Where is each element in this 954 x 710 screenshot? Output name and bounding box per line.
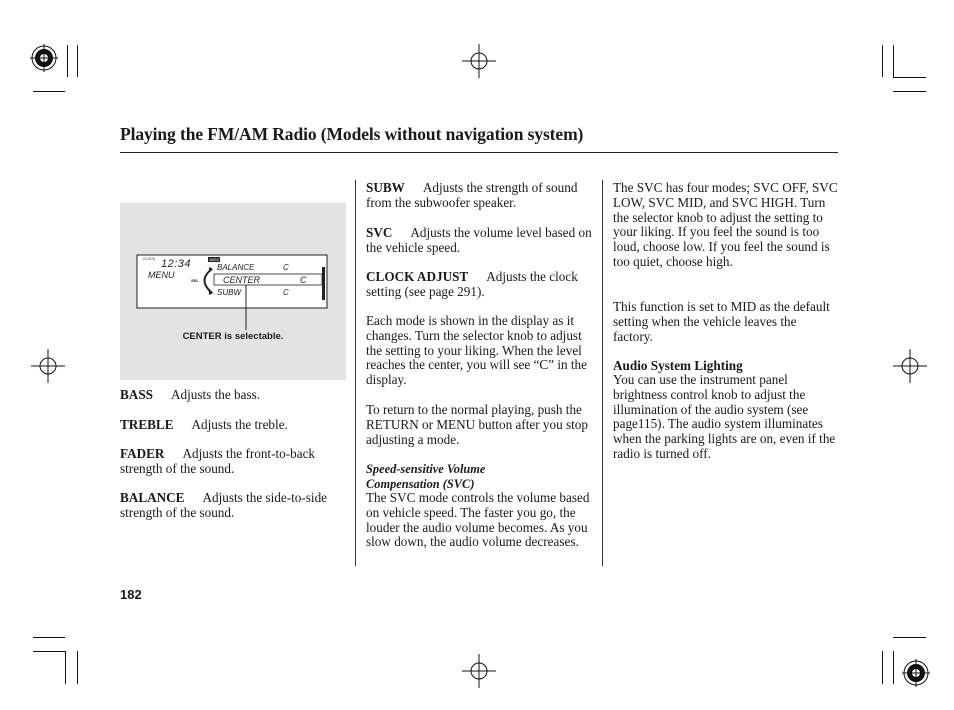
mode-paragraph: Each mode is shown in the display as it changes. Turn the selector knob to adjust the setting to your liking. When the level reaches the center, you will see “C” in the display.	[366, 313, 587, 388]
crosshair-top-icon	[462, 44, 496, 78]
treble-text: Adjusts the treble.	[191, 417, 288, 432]
display-sel: SEL	[191, 278, 199, 283]
title-rule	[120, 152, 838, 153]
registration-target-bottom-right-icon	[900, 657, 932, 689]
svc-heading	[366, 462, 596, 492]
lighting-paragraph: You can use the instrument panel brightness control knob to adjust the illumination of the audio system (see page115). The audio system illuminates when the parking lights are on, even if the radio is turned off.	[613, 372, 836, 461]
bass-term: BASS	[120, 387, 153, 402]
fader-entry	[120, 447, 346, 477]
display-menu: MENU	[148, 270, 175, 280]
display-clock: 12:34	[161, 258, 192, 270]
display-row-balance: BALANCE	[217, 263, 255, 272]
svc-heading-line-2: Compensation (SVC)	[366, 477, 475, 491]
balance-entry	[120, 491, 334, 521]
treble-term: TREBLE	[120, 417, 174, 432]
radio-display-illustration	[120, 203, 346, 380]
clock-tag-label: CLOCK	[143, 257, 156, 261]
display-row-subw: SUBW	[217, 288, 241, 297]
svc-entry	[366, 226, 592, 256]
subw-entry	[366, 181, 592, 211]
page-number: 182	[120, 587, 142, 602]
display-row-balance-value: C	[283, 263, 289, 272]
balance-text: Adjusts the side-to-side strength of the sound.	[120, 490, 328, 520]
display-row-center-value: C	[300, 275, 307, 285]
default-paragraph: This function is set to MID as the default setting when the vehicle leaves the factory.	[613, 299, 830, 344]
figure-caption: CENTER is selectable.	[182, 331, 284, 342]
display-row-subw-value: C	[283, 288, 289, 297]
svc-modes-paragraph: The SVC has four modes; SVC OFF, SVC LOW, SVC MID, and SVC HIGH. Turn the selector knob to adjust the setting to your liking. If you feel the sound is too loud, choose low. If you feel the sound is too quiet, choose high.	[613, 180, 838, 269]
fader-term: FADER	[120, 446, 165, 461]
svc-heading-line-1: Speed-sensitive Volume	[366, 462, 486, 476]
crosshair-right-icon	[893, 349, 927, 383]
svc-text: Adjusts the volume level based on the vehicle speed.	[366, 225, 592, 255]
bass-entry	[120, 388, 346, 403]
svc-paragraph: The SVC mode controls the volume based on vehicle speed. The faster you go, the louder the audio volume becomes. As you slow down, the audio volume decreases.	[366, 490, 590, 550]
subw-term: SUBW	[366, 180, 405, 195]
lighting-heading: Audio System Lighting	[613, 358, 743, 373]
return-paragraph: To return to the normal playing, push the RETURN or MENU button after you stop adjusting a mode.	[366, 402, 588, 447]
fader-text: Adjusts the front-to-back strength of the sound.	[120, 446, 316, 476]
svc-term: SVC	[366, 225, 393, 240]
display-badge: BASS	[209, 258, 219, 262]
crosshair-left-icon	[31, 349, 65, 383]
balance-term: BALANCE	[120, 490, 185, 505]
column-divider-1	[355, 180, 356, 566]
clock-adjust-term: CLOCK ADJUST	[366, 269, 469, 284]
clock-adjust-entry	[366, 270, 592, 300]
clock-adjust-text: Adjusts the clock setting (see page 291).	[366, 269, 578, 299]
display-row-center: CENTER	[223, 275, 261, 285]
bass-text: Adjusts the bass.	[171, 387, 261, 402]
registration-target-top-left-icon	[28, 42, 60, 74]
column-divider-2	[602, 180, 603, 566]
page-title: Playing the FM/AM Radio (Models without navigation system)	[120, 124, 584, 144]
crosshair-bottom-icon	[462, 654, 496, 688]
subw-text: Adjusts the strength of sound from the subwoofer speaker.	[366, 180, 578, 210]
treble-entry	[120, 418, 346, 433]
